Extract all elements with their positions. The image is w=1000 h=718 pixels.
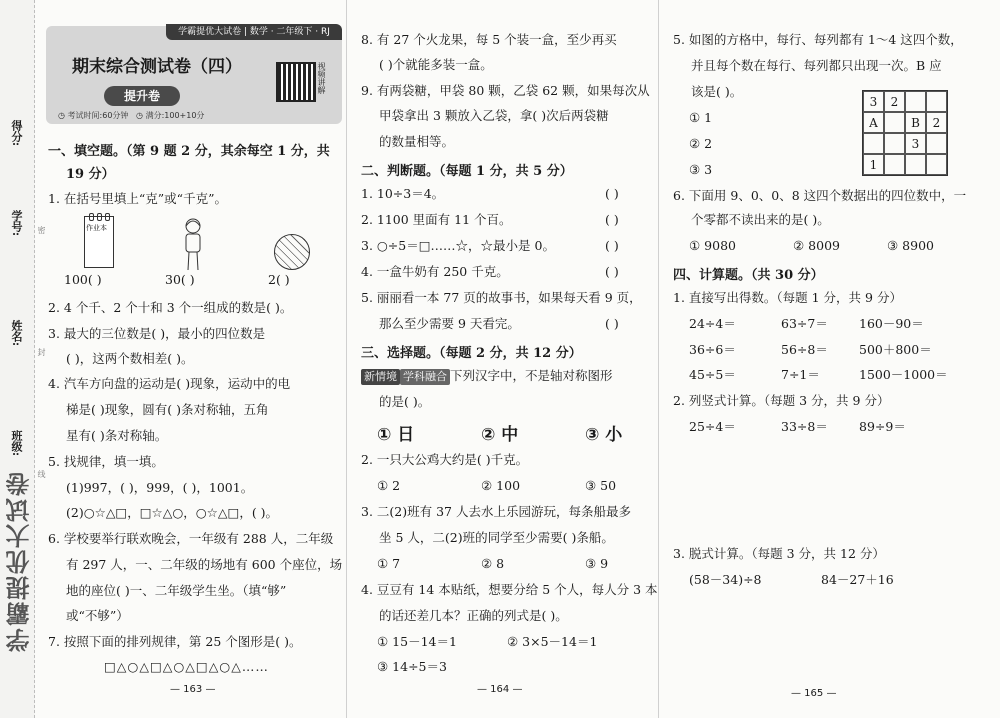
q6-line1: 6. 学校要举行联欢晚会，一年级有 288 人，二年级 bbox=[48, 531, 334, 546]
tag-new-context: 新情境 bbox=[361, 369, 400, 385]
header-banner bbox=[46, 26, 342, 124]
brand-logo-text: 学霸提优大试卷 bbox=[6, 470, 34, 652]
choice-1-text: 下列汉字中，不是轴对称图形 bbox=[450, 368, 613, 383]
q9-line3: 的数量相等。 bbox=[379, 134, 455, 149]
grid-cell bbox=[905, 91, 926, 112]
judge-5-line1: 5. 丽丽看一本 77 页的故事书，如果每天看 9 页， bbox=[361, 290, 642, 305]
calc-3-title: 3. 脱式计算。（每题 3 分，共 12 分） bbox=[673, 546, 885, 561]
q2[interactable]: 2. 4 个千、2 个十和 3 个一组成的数是( )。 bbox=[48, 300, 293, 315]
q1-answer-a[interactable]: 100( ) bbox=[64, 272, 102, 287]
grid-cell bbox=[905, 154, 926, 175]
choice-6-line1: 6. 下面用 9、0、0、8 这四个数据出的四位数中，一 bbox=[673, 188, 967, 203]
q1-answer-b[interactable]: 30( ) bbox=[165, 272, 195, 287]
score-icon: ◷ bbox=[136, 111, 144, 120]
series-name: 学霸提优大试卷 bbox=[178, 27, 242, 37]
choice-2-option-1[interactable]: ① 2 bbox=[377, 478, 401, 493]
calc-1-item[interactable]: 1500－1000＝ bbox=[859, 367, 948, 382]
page-title: 期末综合测试卷（四） bbox=[72, 57, 242, 77]
q3-line2[interactable]: ( )，这两个数相差( )。 bbox=[66, 351, 194, 366]
number-grid bbox=[862, 90, 948, 176]
judge-4-answer[interactable]: ( ) bbox=[605, 264, 619, 279]
page-number: — 165 — bbox=[791, 688, 837, 699]
judge-5-line2: 那么至少需要 9 天看完。 bbox=[379, 316, 520, 331]
grid-cell: B bbox=[905, 112, 926, 133]
q5-part2[interactable]: (2)○☆△□，□☆△○，○☆△□，( )。 bbox=[66, 505, 279, 520]
choice-5-option-3[interactable]: ③ 3 bbox=[689, 162, 713, 177]
q3-line1[interactable]: 3. 最大的三位数是( )，最小的四位数是 bbox=[48, 326, 266, 341]
q9-line1: 9. 有两袋糖，甲袋 80 颗，乙袋 62 颗，如果每次从 bbox=[361, 83, 650, 98]
exam-score: 满分:100+10分 bbox=[145, 111, 205, 120]
calc-1-item[interactable]: 500＋800＝ bbox=[859, 342, 932, 357]
section-choice: 三、选择题。（每题 2 分，共 12 分） bbox=[361, 346, 582, 361]
choice-2-option-3[interactable]: ③ 50 bbox=[585, 478, 617, 493]
q4-line3[interactable]: 星有( )条对称轴。 bbox=[66, 428, 168, 443]
q5: 5. 找规律，填一填。 bbox=[48, 454, 164, 469]
section-fill-in-2: 19 分） bbox=[66, 167, 115, 182]
page-number: — 163 — bbox=[170, 684, 216, 695]
tag-interdisciplinary: 学科融合 bbox=[400, 369, 450, 385]
choice-3-option-3[interactable]: ③ 9 bbox=[585, 556, 609, 571]
binding-strip bbox=[0, 0, 46, 718]
class-label: 班级: bbox=[10, 430, 23, 457]
exam-meta bbox=[58, 110, 204, 121]
q7[interactable]: 7. 按照下面的排列规律，第 25 个图形是( )。 bbox=[48, 634, 302, 649]
grid-cell bbox=[884, 112, 905, 133]
calc-1-item[interactable]: 160－90＝ bbox=[859, 316, 924, 331]
page-164 bbox=[346, 0, 659, 718]
grid-cell bbox=[926, 91, 947, 112]
page-number: — 164 — bbox=[477, 684, 523, 695]
choice-3-line2[interactable]: 坐 5 人，二(2)班的同学至少需要( )条船。 bbox=[379, 530, 614, 545]
series-bar: 学霸提优大试卷 | 数学 · 二年级下 · RJ bbox=[166, 24, 342, 40]
choice-1-option-1[interactable]: ① 日 bbox=[377, 425, 415, 445]
child-image bbox=[180, 216, 206, 272]
choice-6-line2[interactable]: 个零都不读出来的是( )。 bbox=[691, 212, 830, 227]
q6-line2: 有 297 人，一、二年级的场地有 600 个座位，场 bbox=[66, 557, 343, 572]
choice-5-line2: 并且每个数在每行、每列都只出现一次。B 应 bbox=[691, 58, 942, 73]
judge-2-answer[interactable]: ( ) bbox=[605, 212, 619, 227]
calc-1-item[interactable]: 63÷7＝ bbox=[781, 316, 828, 331]
q5-part1[interactable]: (1)997，( )，999，( )，1001。 bbox=[66, 480, 254, 495]
notebook-label: 作业本 bbox=[86, 224, 107, 232]
choice-4-option-3[interactable]: ③ 14÷5＝3 bbox=[377, 659, 447, 674]
judge-4: 4. 一盒牛奶有 250 千克。 bbox=[361, 264, 509, 279]
choice-1-option-3[interactable]: ③ 小 bbox=[585, 425, 623, 445]
judge-5-answer[interactable]: ( ) bbox=[605, 316, 619, 331]
q4-line2[interactable]: 梯是( )现象，圆有( )条对称轴，五角 bbox=[66, 402, 269, 417]
q6-line3[interactable]: 地的座位( )一、二年级学生坐。（填“够” bbox=[66, 583, 287, 598]
q1-answer-c[interactable]: 2( ) bbox=[268, 272, 290, 287]
choice-3-option-1[interactable]: ① 7 bbox=[377, 556, 401, 571]
qr-code-icon[interactable] bbox=[276, 62, 316, 102]
grid-cell bbox=[884, 154, 905, 175]
choice-5-option-1[interactable]: ① 1 bbox=[689, 110, 713, 125]
score-label: 得分: bbox=[10, 120, 23, 147]
grid-cell bbox=[926, 133, 947, 154]
choice-6-option-3[interactable]: ③ 8900 bbox=[887, 238, 934, 253]
clock-icon: ◷ bbox=[58, 111, 65, 120]
choice-5-option-2[interactable]: ② 2 bbox=[689, 136, 713, 151]
q7-sequence: □△○△□△○△□△○△…… bbox=[104, 659, 269, 674]
judge-1: 1. 10÷3＝4。 bbox=[361, 186, 445, 201]
section-fill-in: 一、填空题。（第 9 题 2 分，其余每空 1 分，共 bbox=[48, 144, 330, 159]
calc-2-item[interactable]: 25÷4＝ bbox=[689, 419, 736, 434]
level-badge: 提升卷 bbox=[104, 86, 180, 106]
choice-4-line1: 4. 豆豆有 14 本贴纸，想要分给 5 个人，每人分 3 本 bbox=[361, 582, 658, 597]
q8-line1: 8. 有 27 个火龙果，每 5 个装一盒，至少再买 bbox=[361, 32, 617, 47]
choice-3-option-2[interactable]: ② 8 bbox=[481, 556, 505, 571]
grid-cell: 3 bbox=[905, 133, 926, 154]
judge-3-answer[interactable]: ( ) bbox=[605, 238, 619, 253]
judge-3: 3. ○÷5＝□……☆，☆最小是 0。 bbox=[361, 238, 555, 253]
grid-cell: 2 bbox=[926, 112, 947, 133]
calc-1-item[interactable]: 36÷6＝ bbox=[689, 342, 736, 357]
id-label: 学号: bbox=[10, 210, 23, 237]
grid-cell bbox=[926, 154, 947, 175]
seal-text: 封 bbox=[37, 348, 46, 356]
choice-2[interactable]: 2. 一只大公鸡大约是( )千克。 bbox=[361, 452, 529, 467]
choice-5-line1: 5. 如图的方格中，每行、每列都有 1～4 这四个数， bbox=[673, 32, 963, 47]
section-judge: 二、判断题。（每题 1 分，共 5 分） bbox=[361, 164, 573, 179]
choice-5-line3[interactable]: 该是( )。 bbox=[691, 84, 743, 99]
judge-1-answer[interactable]: ( ) bbox=[605, 186, 619, 201]
q8-line2[interactable]: ( )个就能多装一盒。 bbox=[379, 57, 493, 72]
grid-cell: 2 bbox=[884, 91, 905, 112]
choice-4-line2[interactable]: 的话还差几本？正确的列式是( )。 bbox=[379, 608, 568, 623]
page-163 bbox=[0, 0, 346, 718]
calc-2-item[interactable]: 33÷8＝ bbox=[781, 419, 828, 434]
q6-line4: 或“不够”） bbox=[66, 608, 129, 623]
choice-4-option-2[interactable]: ② 3×5－14＝1 bbox=[507, 634, 598, 649]
choice-1-option-2[interactable]: ② 中 bbox=[481, 425, 519, 445]
exam-time: 考试时间:60分钟 bbox=[67, 111, 129, 120]
grid-cell bbox=[863, 133, 884, 154]
calc-1-item[interactable]: 56÷8＝ bbox=[781, 342, 828, 357]
calc-1-item[interactable]: 7÷1＝ bbox=[781, 367, 820, 382]
grid-cell bbox=[884, 133, 905, 154]
grid-cell: A bbox=[863, 112, 884, 133]
calc-3-item[interactable]: 84－27＋16 bbox=[821, 572, 894, 587]
choice-6-option-1[interactable]: ① 9080 bbox=[689, 238, 736, 253]
subject: 数学 · 二年级下 · RJ bbox=[249, 27, 330, 37]
q9-line2[interactable]: 甲袋拿出 3 颗放入乙袋，拿( )次后两袋糖 bbox=[379, 108, 609, 123]
grid-cell: 1 bbox=[863, 154, 884, 175]
section-calc: 四、计算题。（共 30 分） bbox=[673, 268, 824, 283]
judge-2: 2. 1100 里面有 11 个百。 bbox=[361, 212, 512, 227]
choice-2-option-2[interactable]: ② 100 bbox=[481, 478, 521, 493]
choice-3-line1: 3. 二(2)班有 37 人去水上乐园游玩，每条船最多 bbox=[361, 504, 631, 519]
choice-6-option-2[interactable]: ② 8009 bbox=[793, 238, 840, 253]
grid-cell: 3 bbox=[863, 91, 884, 112]
calc-2-item[interactable]: 89÷9＝ bbox=[859, 419, 906, 434]
calc-1-item[interactable]: 24÷4＝ bbox=[689, 316, 736, 331]
choice-1-line1 bbox=[361, 368, 613, 385]
watermelon-image bbox=[274, 234, 310, 270]
seal-text: 密 bbox=[37, 226, 46, 234]
choice-4-option-1[interactable]: ① 15－14＝1 bbox=[377, 634, 457, 649]
q1: 1. 在括号里填上“克”或“千克”。 bbox=[48, 191, 227, 206]
name-label: 姓名: bbox=[10, 320, 23, 347]
calc-3-item[interactable]: (58－34)÷8 bbox=[689, 572, 762, 587]
seal-text: 线 bbox=[37, 470, 46, 478]
qr-label: 视频讲解 bbox=[317, 62, 326, 94]
q4-line1[interactable]: 4. 汽车方向盘的运动是( )现象，运动中的电 bbox=[48, 376, 291, 391]
calc-1-title: 1. 直接写出得数。（每题 1 分，共 9 分） bbox=[673, 290, 902, 305]
page-165 bbox=[658, 0, 1000, 718]
calc-2-title: 2. 列竖式计算。（每题 3 分，共 9 分） bbox=[673, 393, 890, 408]
notebook-image bbox=[84, 216, 114, 268]
calc-1-item[interactable]: 45÷5＝ bbox=[689, 367, 736, 382]
choice-1-line2[interactable]: 的是( )。 bbox=[379, 394, 431, 409]
